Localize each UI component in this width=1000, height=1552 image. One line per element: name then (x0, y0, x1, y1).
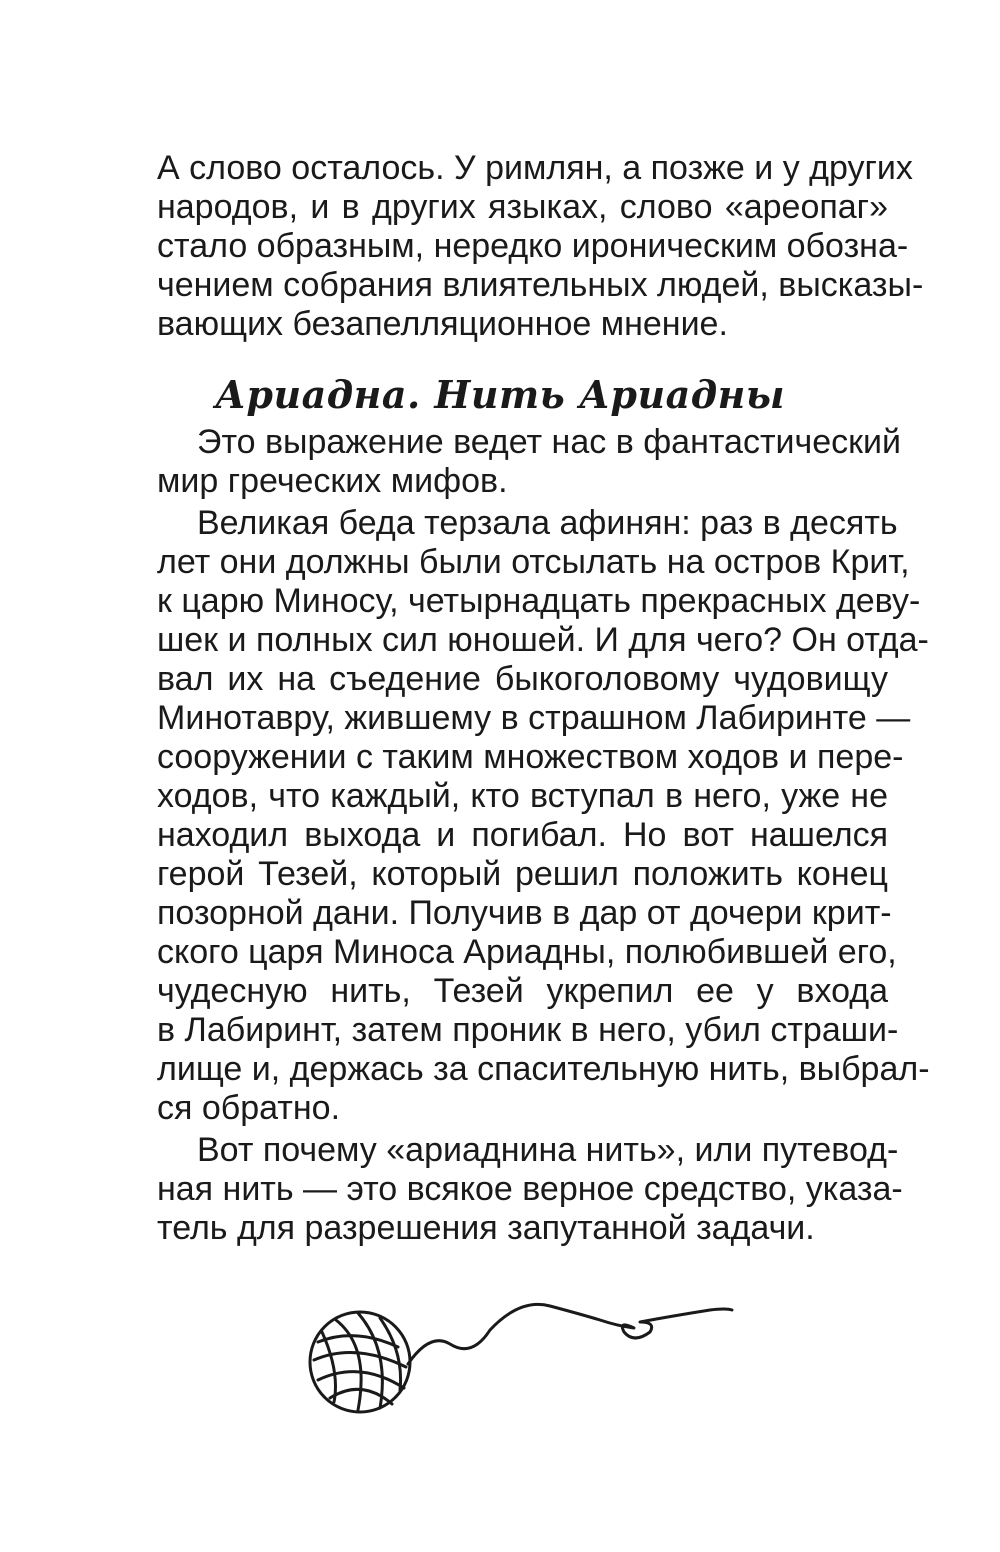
paragraph-line: мир греческих мифов. (157, 462, 508, 500)
paragraph-line: в Лабиринт, затем проник в него, убил страши- (157, 1011, 899, 1049)
paragraph-line: лище и, держась за спасительную нить, выбрал- (157, 1050, 930, 1088)
paragraph-line: вал их на съедение быкоголовому чудовищу (157, 660, 888, 698)
paragraph-line: тель для разрешения запутанной задачи. (157, 1209, 815, 1247)
intro-line: А слово осталось. У римлян, а позже и у других (157, 149, 913, 187)
paragraph-line: к царю Миносу, четырнадцать прекрасных деву- (157, 582, 921, 620)
paragraph-line: ся обратно. (157, 1089, 341, 1127)
paragraph-line: ходов, что каждый, кто вступал в него, уже не (157, 777, 888, 815)
paragraph-line: ского царя Миноса Ариадны, полюбившей его, (157, 933, 897, 971)
paragraph-line: Это выражение ведет нас в фантастический (197, 423, 902, 461)
paragraph-line: позорной дани. Получив в дар от дочери крит- (157, 894, 892, 932)
paragraph-line: ная нить — это всякое верное средство, указа- (157, 1170, 903, 1208)
paragraph-line: Великая беда терзала афинян: раз в десять (197, 504, 898, 542)
paragraph-line: чудесную нить, Тезей укрепил ее у входа (157, 972, 888, 1010)
intro-line: вающих безапелляционное мнение. (157, 305, 728, 343)
intro-line: чением собрания влиятельных людей, высказы- (157, 266, 924, 304)
paragraph-line: сооружении с таким множеством ходов и пере- (157, 738, 904, 776)
paragraph-line: шек и полных сил юношей. И для чего? Он отда- (157, 621, 929, 659)
paragraph-line: герой Тезей, который решил положить конец (157, 855, 888, 893)
yarn-ball-icon (300, 1292, 740, 1432)
intro-line: народов, и в других языках, слово «ареопаг» (157, 188, 888, 226)
section-heading: Ариадна. Нить Ариадны (214, 372, 786, 417)
intro-line: стало образным, нередко ироническим обозна- (157, 227, 909, 265)
paragraph-line: находил выхода и погибал. Но вот нашелся (157, 816, 888, 854)
paragraph-line: Минотавру, жившему в страшном Лабиринте — (157, 699, 911, 737)
paragraph-line: лет они должны были отсылать на остров Крит, (157, 543, 910, 581)
paragraph-line: Вот почему «ариаднина нить», или путевод- (197, 1131, 899, 1169)
